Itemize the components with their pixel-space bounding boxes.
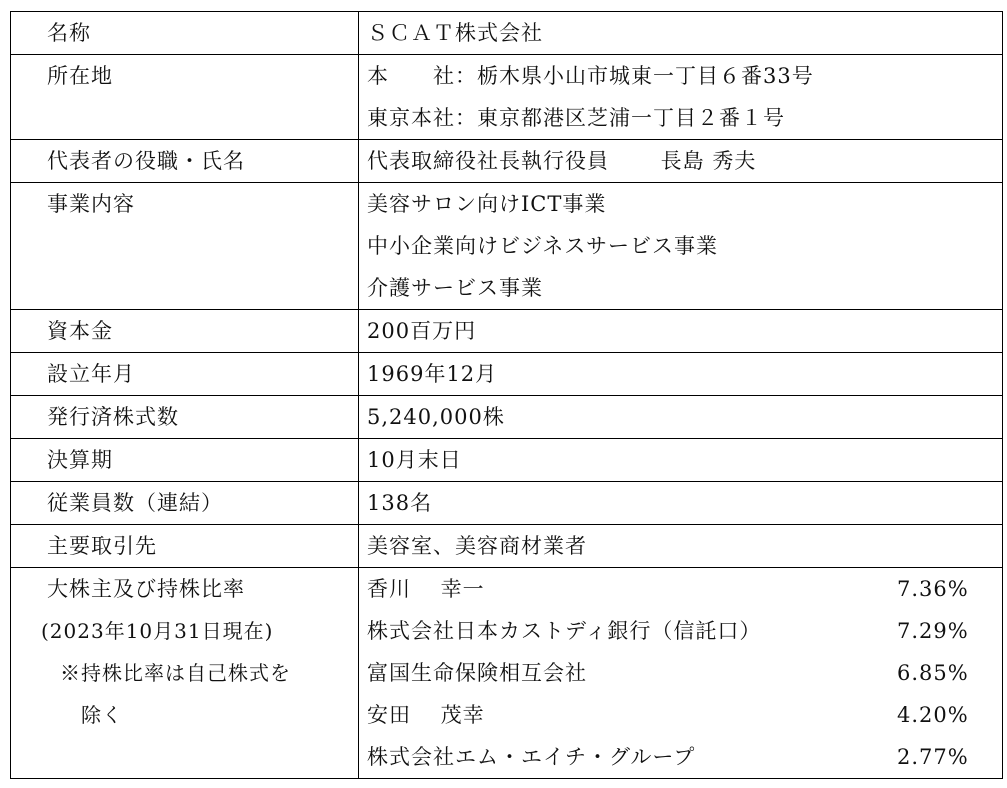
shares-issued-value (359, 396, 1003, 439)
fiscal-period-value-text: 10月末日 (367, 448, 462, 472)
name-label-text: 名称 (47, 21, 91, 45)
established-value (359, 353, 1003, 396)
location-line: 東京本社：東京都港区芝浦一丁目２番１号 (367, 106, 785, 130)
business-label-text: 事業内容 (47, 192, 135, 216)
fiscal-period-label (11, 439, 359, 482)
employees-label (11, 482, 359, 525)
shareholder-row (367, 736, 1002, 778)
shareholder-percentage: 7.36% (897, 577, 969, 601)
customers-label-text: 主要取引先 (47, 534, 157, 558)
business-value (359, 183, 1003, 310)
representative-label (11, 140, 359, 183)
shareholder-row (367, 652, 1002, 694)
capital-label-text: 資本金 (47, 319, 113, 343)
capital-value-text: 200百万円 (367, 319, 477, 343)
representative-value (359, 140, 1003, 183)
location-line: 本 社：栃木県小山市城東一丁目６番33号 (367, 64, 814, 88)
customers-label (11, 525, 359, 568)
fiscal-period-label-text: 決算期 (47, 448, 113, 472)
shareholders-label (11, 568, 359, 779)
shareholder-name: 香川 幸一 (367, 577, 485, 601)
table-row (11, 310, 1003, 353)
shareholders-note-continued: 除く (81, 703, 123, 727)
table-row (11, 439, 1003, 482)
table-row (11, 183, 1003, 310)
name-value-text: ＳＣＡＴ株式会社 (367, 21, 543, 45)
table-row (11, 525, 1003, 568)
business-line: 美容サロン向けICT事業 (367, 192, 607, 216)
representative-label-text: 代表者の役職・氏名 (47, 149, 245, 173)
business-label (11, 183, 359, 310)
shareholder-name: 富国生命保険相互会社 (367, 661, 587, 685)
shareholder-percentage: 6.85% (897, 661, 969, 685)
shareholder-row (367, 694, 1002, 736)
established-label (11, 353, 359, 396)
capital-label (11, 310, 359, 353)
shareholder-percentage: 7.29% (897, 619, 969, 643)
representative-value-text: 代表取締役社長執行役員 長島 秀夫 (367, 149, 757, 173)
established-label-text: 設立年月 (47, 362, 135, 386)
shareholders-as-of-date: (2023年10月31日現在) (41, 619, 274, 643)
customers-value (359, 525, 1003, 568)
location-value (359, 55, 1003, 140)
shareholders-value (359, 568, 1003, 779)
customers-value-text: 美容室、美容商材業者 (367, 534, 587, 558)
shareholder-row (367, 568, 1002, 610)
table-row (11, 396, 1003, 439)
table-row (11, 55, 1003, 140)
name-label (11, 12, 359, 55)
table-row (11, 353, 1003, 396)
table-row (11, 482, 1003, 525)
fiscal-period-value (359, 439, 1003, 482)
shareholder-row (367, 610, 1002, 652)
business-line: 介護サービス事業 (367, 276, 543, 300)
employees-value (359, 482, 1003, 525)
table-row (11, 568, 1003, 779)
capital-value (359, 310, 1003, 353)
shareholder-name: 株式会社日本カストディ銀行（信託口） (367, 619, 762, 643)
name-value (359, 12, 1003, 55)
established-value-text: 1969年12月 (367, 362, 498, 386)
shares-issued-label-text: 発行済株式数 (47, 405, 179, 429)
shareholders-label-text: 大株主及び持株比率 (47, 577, 245, 601)
shares-issued-label (11, 396, 359, 439)
employees-value-text: 138名 (367, 491, 433, 515)
shareholder-percentage: 2.77% (897, 745, 969, 769)
location-label-text: 所在地 (47, 64, 113, 88)
business-line: 中小企業向けビジネスサービス事業 (367, 234, 718, 258)
shareholder-name: 安田 茂幸 (367, 703, 485, 727)
table-row (11, 140, 1003, 183)
shareholder-name: 株式会社エム・エイチ・グループ (367, 745, 696, 769)
location-label (11, 55, 359, 140)
company-profile-table (10, 11, 1003, 779)
employees-label-text: 従業員数（連結） (47, 491, 223, 515)
shares-issued-value-text: 5,240,000株 (367, 405, 505, 429)
table-row (11, 12, 1003, 55)
shareholder-percentage: 4.20% (897, 703, 969, 727)
shareholders-note: ※持株比率は自己株式を (60, 661, 291, 685)
